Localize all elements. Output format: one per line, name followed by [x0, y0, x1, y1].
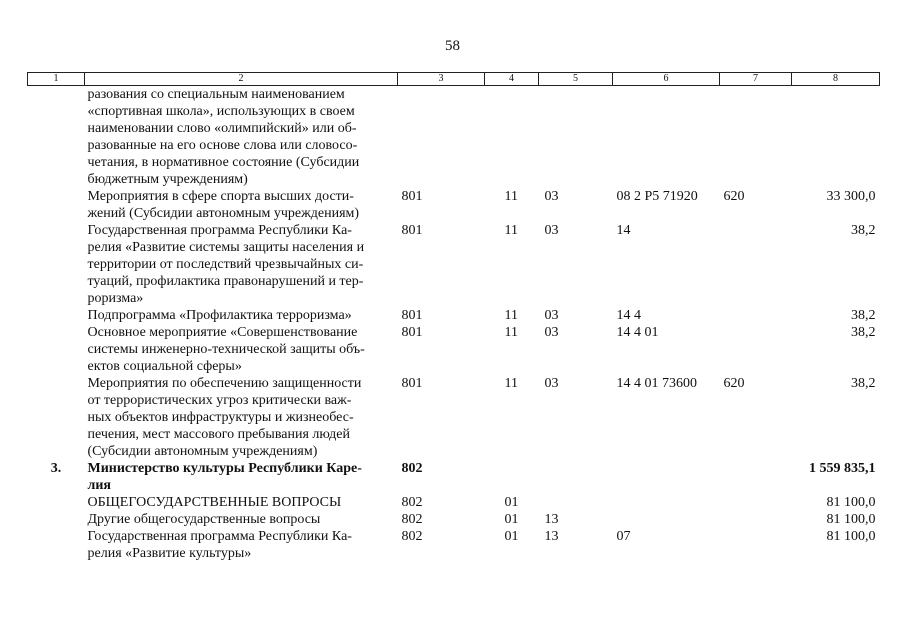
ministry-code-cell: 801: [401, 189, 423, 204]
item-name-line: ОБЩЕГОСУДАРСТВЕННЫЕ ВОПРОСЫ: [87, 495, 342, 510]
item-name-cell: [85, 375, 398, 460]
table-row: [28, 188, 880, 222]
column-number-row: [28, 73, 880, 86]
subsection-code-cell: 03: [544, 189, 559, 204]
item-name-line: лия: [87, 478, 111, 493]
table-row: [28, 528, 880, 562]
subsection-code-cell: 03: [544, 223, 559, 238]
row-number-cell: [28, 307, 85, 324]
amount-cell: 81 100,0: [826, 529, 876, 544]
section-code-cell: [485, 86, 539, 189]
amount-cell: 33 300,0: [826, 189, 876, 204]
expense-type-cell: [720, 222, 792, 307]
subsection-code-cell: 03: [544, 325, 559, 340]
table-body: [28, 86, 880, 563]
column-number: 2: [85, 73, 398, 86]
expense-type-cell: [720, 86, 792, 189]
item-name-line: ных объектов инфраструктуры и жизнеобес-: [87, 410, 354, 425]
item-name-line: разования со специальным наименованием: [87, 87, 345, 102]
item-name-line: территории от последствий чрезвычайных си-: [87, 257, 364, 272]
ministry-code-cell: 802: [401, 461, 423, 476]
item-name-line: туаций, профилактика правонарушений и тер-: [87, 274, 364, 289]
column-number: 8: [792, 73, 880, 86]
expense-type-cell: 620: [723, 376, 745, 391]
budget-table: [27, 72, 880, 562]
section-code-cell: 01: [504, 512, 519, 527]
expense-type-cell: [720, 324, 792, 375]
ministry-code-cell: [398, 86, 485, 189]
row-number-cell: [28, 528, 85, 562]
item-name-cell: [85, 494, 398, 511]
expense-type-cell: 620: [723, 189, 745, 204]
item-name-line: (Субсидии автономным учреждениям): [87, 444, 318, 459]
table-row: [28, 511, 880, 528]
ministry-code-cell: 802: [401, 495, 423, 510]
table-row: [28, 307, 880, 324]
expense-type-cell: [720, 511, 792, 528]
column-number: 6: [613, 73, 720, 86]
item-name-cell: [85, 307, 398, 324]
column-number: 5: [539, 73, 613, 86]
target-article-cell: 14: [616, 223, 631, 238]
item-name-line: от террористических угроз критически важ-: [87, 393, 352, 408]
item-name-line: «спортивная школа», использующих в своем: [87, 104, 355, 119]
expense-type-cell: [720, 528, 792, 562]
item-name-line: Министерство культуры Республики Каре-: [87, 461, 362, 476]
section-code-cell: [485, 460, 539, 494]
subsection-code-cell: 03: [544, 308, 559, 323]
table-row: [28, 222, 880, 307]
row-number-cell: [28, 222, 85, 307]
item-name-cell: [85, 460, 398, 494]
ministry-code-cell: 802: [401, 512, 423, 527]
target-article-cell: [613, 460, 720, 494]
item-name-line: Основное мероприятие «Совершенствование: [87, 325, 358, 340]
section-code-cell: 11: [504, 308, 518, 323]
ministry-code-cell: 801: [401, 223, 423, 238]
page-number: 58: [445, 38, 460, 54]
subsection-code-cell: 13: [544, 512, 559, 527]
row-number-cell: [28, 511, 85, 528]
target-article-cell: [613, 511, 720, 528]
item-name-cell: [85, 86, 398, 189]
amount-cell: 38,2: [851, 308, 876, 323]
row-number-cell: 3.: [50, 461, 62, 476]
section-code-cell: 11: [504, 376, 518, 391]
column-number: 1: [28, 73, 85, 86]
item-name-cell: [85, 324, 398, 375]
target-article-cell: [613, 494, 720, 511]
item-name-cell: [85, 511, 398, 528]
item-name-line: Подпрограмма «Профилактика терроризма»: [87, 308, 352, 323]
item-name-line: Мероприятия по обеспечению защищенности: [87, 376, 362, 391]
item-name-line: системы инженерно-технической защиты объ-: [87, 342, 365, 357]
amount-cell: 38,2: [851, 325, 876, 340]
expense-type-cell: [720, 460, 792, 494]
amount-cell: 81 100,0: [826, 495, 876, 510]
section-code-cell: 01: [504, 495, 519, 510]
column-number: 7: [720, 73, 792, 86]
table-row: [28, 460, 880, 494]
amount-cell: 81 100,0: [826, 512, 876, 527]
ministry-code-cell: 801: [401, 308, 423, 323]
target-article-cell: 14 4 01 73600: [616, 376, 697, 391]
amount-cell: 38,2: [851, 376, 876, 391]
item-name-line: печения, мест массового пребывания людей: [87, 427, 350, 442]
ministry-code-cell: 802: [401, 529, 423, 544]
target-article-cell: 07: [616, 529, 631, 544]
section-code-cell: 11: [504, 223, 518, 238]
section-code-cell: 11: [504, 325, 518, 340]
item-name-line: наименовании слово «олимпийский» или об-: [87, 121, 357, 136]
item-name-line: роризма»: [87, 291, 144, 306]
amount-cell: [792, 86, 880, 189]
table-row: [28, 324, 880, 375]
section-code-cell: 11: [504, 189, 518, 204]
row-number-cell: [28, 86, 85, 189]
table-row: [28, 494, 880, 511]
ministry-code-cell: 801: [401, 376, 423, 391]
item-name-line: Другие общегосударственные вопросы: [87, 512, 321, 527]
subsection-code-cell: 13: [544, 529, 559, 544]
target-article-cell: 14 4 01: [616, 325, 659, 340]
item-name-cell: [85, 188, 398, 222]
subsection-code-cell: [539, 86, 613, 189]
item-name-line: релия «Развитие системы защиты населения и: [87, 240, 365, 255]
column-number: 4: [485, 73, 539, 86]
row-number-cell: [28, 188, 85, 222]
section-code-cell: 01: [504, 529, 519, 544]
item-name-line: бюджетным учреждениям): [87, 172, 248, 187]
item-name-line: жений (Субсидии автономным учреждениям): [87, 206, 360, 221]
item-name-line: Государственная программа Республики Ка-: [87, 223, 352, 238]
ministry-code-cell: 801: [401, 325, 423, 340]
item-name-line: ектов социальной сферы»: [87, 359, 242, 374]
row-number-cell: [28, 494, 85, 511]
item-name-line: Мероприятия в сфере спорта высших дости-: [87, 189, 354, 204]
expense-type-cell: [720, 494, 792, 511]
amount-cell: 1 559 835,1: [809, 461, 876, 476]
subsection-code-cell: [539, 494, 613, 511]
item-name-cell: [85, 528, 398, 562]
target-article-cell: 14 4: [616, 308, 641, 323]
column-number: 3: [398, 73, 485, 86]
table-row: [28, 86, 880, 189]
item-name-line: Государственная программа Республики Ка-: [87, 529, 352, 544]
expense-type-cell: [720, 307, 792, 324]
subsection-code-cell: [539, 460, 613, 494]
item-name-line: релия «Развитие культуры»: [87, 546, 252, 561]
target-article-cell: 08 2 P5 71920: [616, 189, 698, 204]
row-number-cell: [28, 324, 85, 375]
item-name-cell: [85, 222, 398, 307]
target-article-cell: [613, 86, 720, 189]
row-number-cell: [28, 375, 85, 460]
item-name-line: разованные на его основе слова или словосо-: [87, 138, 358, 153]
table-row: [28, 375, 880, 460]
item-name-line: четания, в нормативное состояние (Субсидии: [87, 155, 360, 170]
amount-cell: 38,2: [851, 223, 876, 238]
subsection-code-cell: 03: [544, 376, 559, 391]
